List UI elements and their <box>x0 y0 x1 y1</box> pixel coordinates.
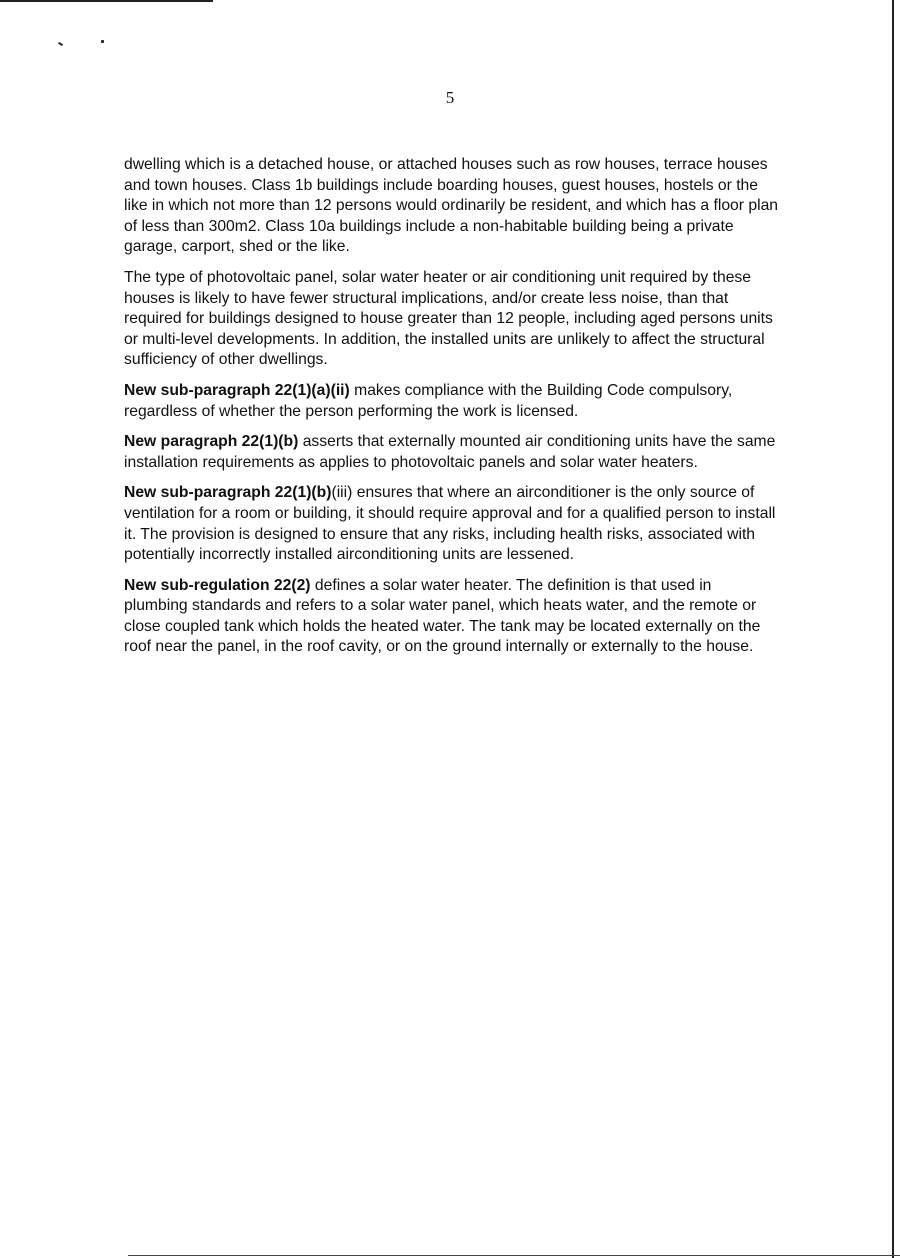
paragraph-lead: New sub-regulation 22(2) <box>124 576 311 594</box>
paragraph-text: (iii) ensures that where an airconditioner is the only source of ventilation for a room or building, it should require approval and for a qualified person to install it. The provision is designed to ensure that any risks, including health risks, associated with potentially incorrectly installed airconditioning units are lessened. <box>124 484 776 564</box>
paragraph <box>124 268 779 371</box>
paragraph-text: defines a solar water heater. The definition is that used in plumbing standards and refers to a solar water panel, which heats water, and the remote or close coupled tank which holds the heated water. The tank may be located externally on the roof near the panel, in the roof cavity, or on the ground internally or externally to the house. <box>124 576 761 656</box>
paragraph-text: asserts that externally mounted air conditioning units have the same installation requirements as applies to photovoltaic panels and solar water heaters. <box>124 433 776 471</box>
scan-speck <box>101 40 104 43</box>
paragraph-text: makes compliance with the Building Code compulsory, regardless of whether the person performing the work is licensed. <box>124 381 733 420</box>
scan-edge-right <box>892 0 894 1258</box>
scan-edge-bottom <box>128 1255 900 1256</box>
paragraph <box>124 576 779 658</box>
paragraph <box>124 155 779 258</box>
scan-speck <box>58 42 63 46</box>
document-body <box>124 155 779 668</box>
paragraph <box>124 483 779 565</box>
paragraph-lead: New paragraph 22(1)(b) <box>124 433 299 451</box>
paragraph <box>124 381 779 422</box>
paragraph-text: The type of photovoltaic panel, solar water heater or air conditioning unit required by these houses is likely to have fewer structural implications, and/or create less noise, than that required for buildings designed to house greater than 12 people, including aged persons units or multi-level developments. In addition, the installed units are unlikely to affect the structural sufficiency of other dwellings. <box>124 268 773 369</box>
scan-edge-top <box>0 0 213 2</box>
paragraph-lead: New sub-paragraph 22(1)(a)(ii) <box>124 381 350 399</box>
paragraph-lead: New sub-paragraph 22(1)(b) <box>124 484 332 502</box>
paragraph-text: dwelling which is a detached house, or attached houses such as row houses, terrace houses and town houses. Class 1b buildings include boarding houses, guest houses, hostels or the like in which not more than 12 persons would ordinarily be resident, and which has a floor plan of less than 300m2. Class 10a buildings include a non-habitable building being a private garage, carport, shed or the like. <box>124 156 779 256</box>
paragraph <box>124 432 779 473</box>
page-number: 5 <box>445 88 455 107</box>
